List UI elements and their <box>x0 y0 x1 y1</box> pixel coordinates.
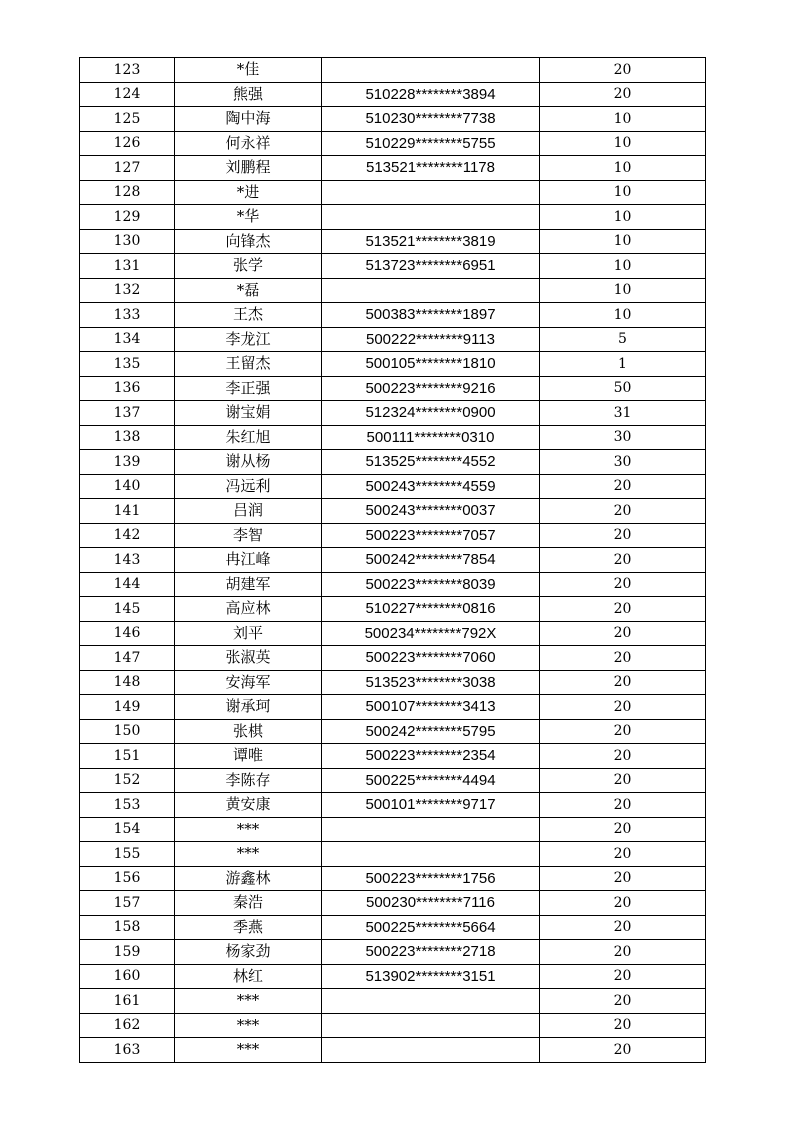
id-number-cell: 500111********0310 <box>322 425 540 450</box>
row-number-cell: 161 <box>80 989 175 1014</box>
amount-cell: 20 <box>540 670 706 695</box>
donor-name-cell: *** <box>175 1013 322 1038</box>
donor-name-cell: 张淑英 <box>175 646 322 671</box>
table-row <box>80 107 706 132</box>
id-number-cell <box>322 58 540 83</box>
id-number-cell: 512324********0900 <box>322 401 540 426</box>
id-number-cell: 510230********7738 <box>322 107 540 132</box>
table-row <box>80 989 706 1014</box>
row-number-cell: 139 <box>80 450 175 475</box>
donor-name-cell: *** <box>175 989 322 1014</box>
row-number-cell: 163 <box>80 1038 175 1063</box>
table-row <box>80 621 706 646</box>
donor-table-body <box>80 58 706 1063</box>
donor-name-cell: 陶中海 <box>175 107 322 132</box>
table-row <box>80 719 706 744</box>
donor-name-cell: 冯远利 <box>175 474 322 499</box>
row-number-cell: 123 <box>80 58 175 83</box>
id-number-cell <box>322 180 540 205</box>
row-number-cell: 137 <box>80 401 175 426</box>
row-number-cell: 135 <box>80 352 175 377</box>
id-number-cell <box>322 205 540 230</box>
id-number-cell: 513525********4552 <box>322 450 540 475</box>
amount-cell: 20 <box>540 548 706 573</box>
amount-cell: 20 <box>540 744 706 769</box>
amount-cell: 20 <box>540 474 706 499</box>
donor-name-cell: 李正强 <box>175 376 322 401</box>
table-row <box>80 450 706 475</box>
donor-name-cell: *进 <box>175 180 322 205</box>
id-number-cell: 513521********1178 <box>322 156 540 181</box>
row-number-cell: 143 <box>80 548 175 573</box>
donor-name-cell: 向锋杰 <box>175 229 322 254</box>
table-row <box>80 744 706 769</box>
donor-name-cell: *** <box>175 1038 322 1063</box>
donor-name-cell: 谭唯 <box>175 744 322 769</box>
amount-cell: 20 <box>540 989 706 1014</box>
amount-cell: 10 <box>540 180 706 205</box>
row-number-cell: 132 <box>80 278 175 303</box>
row-number-cell: 138 <box>80 425 175 450</box>
donor-table <box>79 57 706 1063</box>
table-row <box>80 205 706 230</box>
amount-cell: 20 <box>540 646 706 671</box>
row-number-cell: 136 <box>80 376 175 401</box>
table-row <box>80 548 706 573</box>
id-number-cell: 500223********2718 <box>322 940 540 965</box>
amount-cell: 31 <box>540 401 706 426</box>
row-number-cell: 148 <box>80 670 175 695</box>
donor-name-cell: *** <box>175 842 322 867</box>
donor-name-cell: 何永祥 <box>175 131 322 156</box>
amount-cell: 10 <box>540 107 706 132</box>
donor-name-cell: 熊强 <box>175 82 322 107</box>
id-number-cell: 513523********3038 <box>322 670 540 695</box>
row-number-cell: 142 <box>80 523 175 548</box>
amount-cell: 10 <box>540 278 706 303</box>
id-number-cell: 500234********792X <box>322 621 540 646</box>
table-row <box>80 425 706 450</box>
table-row <box>80 254 706 279</box>
amount-cell: 20 <box>540 597 706 622</box>
row-number-cell: 128 <box>80 180 175 205</box>
amount-cell: 20 <box>540 695 706 720</box>
id-number-cell: 500243********0037 <box>322 499 540 524</box>
amount-cell: 10 <box>540 303 706 328</box>
row-number-cell: 159 <box>80 940 175 965</box>
table-row <box>80 695 706 720</box>
id-number-cell <box>322 842 540 867</box>
id-number-cell: 500225********5664 <box>322 915 540 940</box>
row-number-cell: 158 <box>80 915 175 940</box>
row-number-cell: 151 <box>80 744 175 769</box>
id-number-cell: 500223********8039 <box>322 572 540 597</box>
amount-cell: 20 <box>540 842 706 867</box>
table-row <box>80 964 706 989</box>
table-row <box>80 1013 706 1038</box>
donor-name-cell: *** <box>175 817 322 842</box>
row-number-cell: 154 <box>80 817 175 842</box>
row-number-cell: 126 <box>80 131 175 156</box>
amount-cell: 5 <box>540 327 706 352</box>
donor-name-cell: *佳 <box>175 58 322 83</box>
donor-name-cell: 黄安康 <box>175 793 322 818</box>
table-row <box>80 523 706 548</box>
donor-name-cell: 游鑫林 <box>175 866 322 891</box>
row-number-cell: 134 <box>80 327 175 352</box>
donor-name-cell: *磊 <box>175 278 322 303</box>
donor-name-cell: 刘平 <box>175 621 322 646</box>
row-number-cell: 146 <box>80 621 175 646</box>
donor-name-cell: 朱红旭 <box>175 425 322 450</box>
amount-cell: 20 <box>540 793 706 818</box>
row-number-cell: 150 <box>80 719 175 744</box>
row-number-cell: 124 <box>80 82 175 107</box>
donor-name-cell: 张棋 <box>175 719 322 744</box>
donor-name-cell: 安海军 <box>175 670 322 695</box>
row-number-cell: 144 <box>80 572 175 597</box>
table-row <box>80 82 706 107</box>
table-row <box>80 229 706 254</box>
table-row <box>80 352 706 377</box>
id-number-cell: 500223********9216 <box>322 376 540 401</box>
amount-cell: 20 <box>540 817 706 842</box>
amount-cell: 20 <box>540 58 706 83</box>
id-number-cell: 500223********7060 <box>322 646 540 671</box>
table-row <box>80 278 706 303</box>
table-row <box>80 842 706 867</box>
row-number-cell: 153 <box>80 793 175 818</box>
donor-name-cell: 胡建军 <box>175 572 322 597</box>
table-row <box>80 940 706 965</box>
row-number-cell: 145 <box>80 597 175 622</box>
id-number-cell: 500105********1810 <box>322 352 540 377</box>
row-number-cell: 127 <box>80 156 175 181</box>
amount-cell: 20 <box>540 621 706 646</box>
id-number-cell: 500223********2354 <box>322 744 540 769</box>
row-number-cell: 130 <box>80 229 175 254</box>
row-number-cell: 157 <box>80 891 175 916</box>
table-row <box>80 768 706 793</box>
row-number-cell: 160 <box>80 964 175 989</box>
id-number-cell <box>322 817 540 842</box>
row-number-cell: 155 <box>80 842 175 867</box>
amount-cell: 20 <box>540 915 706 940</box>
donor-name-cell: 谢宝娟 <box>175 401 322 426</box>
amount-cell: 10 <box>540 205 706 230</box>
amount-cell: 10 <box>540 229 706 254</box>
donor-name-cell: 高应林 <box>175 597 322 622</box>
table-row <box>80 597 706 622</box>
table-row <box>80 646 706 671</box>
donor-name-cell: 刘鹏程 <box>175 156 322 181</box>
id-number-cell <box>322 278 540 303</box>
id-number-cell: 500383********1897 <box>322 303 540 328</box>
amount-cell: 20 <box>540 866 706 891</box>
amount-cell: 20 <box>540 768 706 793</box>
table-row <box>80 572 706 597</box>
amount-cell: 20 <box>540 82 706 107</box>
table-row <box>80 180 706 205</box>
row-number-cell: 125 <box>80 107 175 132</box>
id-number-cell: 500223********7057 <box>322 523 540 548</box>
donor-name-cell: 张学 <box>175 254 322 279</box>
id-number-cell <box>322 989 540 1014</box>
table-row <box>80 793 706 818</box>
id-number-cell: 513723********6951 <box>322 254 540 279</box>
id-number-cell: 513521********3819 <box>322 229 540 254</box>
id-number-cell: 500222********9113 <box>322 327 540 352</box>
table-row <box>80 499 706 524</box>
id-number-cell: 500230********7116 <box>322 891 540 916</box>
amount-cell: 30 <box>540 450 706 475</box>
amount-cell: 20 <box>540 940 706 965</box>
row-number-cell: 129 <box>80 205 175 230</box>
table-row <box>80 131 706 156</box>
id-number-cell: 510229********5755 <box>322 131 540 156</box>
id-number-cell: 513902********3151 <box>322 964 540 989</box>
donor-name-cell: 王留杰 <box>175 352 322 377</box>
amount-cell: 50 <box>540 376 706 401</box>
amount-cell: 20 <box>540 523 706 548</box>
amount-cell: 20 <box>540 891 706 916</box>
amount-cell: 1 <box>540 352 706 377</box>
donor-name-cell: 季燕 <box>175 915 322 940</box>
donor-name-cell: 冉江峰 <box>175 548 322 573</box>
donor-name-cell: 李智 <box>175 523 322 548</box>
table-row <box>80 915 706 940</box>
donor-name-cell: 秦浩 <box>175 891 322 916</box>
amount-cell: 10 <box>540 254 706 279</box>
amount-cell: 10 <box>540 156 706 181</box>
id-number-cell <box>322 1038 540 1063</box>
row-number-cell: 141 <box>80 499 175 524</box>
id-number-cell <box>322 1013 540 1038</box>
donor-name-cell: 谢承珂 <box>175 695 322 720</box>
id-number-cell: 500242********7854 <box>322 548 540 573</box>
table-row <box>80 817 706 842</box>
id-number-cell: 500242********5795 <box>322 719 540 744</box>
amount-cell: 20 <box>540 1013 706 1038</box>
donor-name-cell: 李龙江 <box>175 327 322 352</box>
table-row <box>80 58 706 83</box>
row-number-cell: 131 <box>80 254 175 279</box>
donor-name-cell: 林红 <box>175 964 322 989</box>
donor-name-cell: 谢从杨 <box>175 450 322 475</box>
table-row <box>80 303 706 328</box>
amount-cell: 20 <box>540 719 706 744</box>
id-number-cell: 500107********3413 <box>322 695 540 720</box>
row-number-cell: 149 <box>80 695 175 720</box>
id-number-cell: 500243********4559 <box>322 474 540 499</box>
table-row <box>80 891 706 916</box>
donor-name-cell: 杨家劲 <box>175 940 322 965</box>
table-row <box>80 156 706 181</box>
id-number-cell: 500223********1756 <box>322 866 540 891</box>
donor-name-cell: *华 <box>175 205 322 230</box>
id-number-cell: 510228********3894 <box>322 82 540 107</box>
row-number-cell: 152 <box>80 768 175 793</box>
amount-cell: 20 <box>540 1038 706 1063</box>
amount-cell: 20 <box>540 572 706 597</box>
table-row <box>80 670 706 695</box>
id-number-cell: 500225********4494 <box>322 768 540 793</box>
row-number-cell: 147 <box>80 646 175 671</box>
donor-name-cell: 王杰 <box>175 303 322 328</box>
table-row <box>80 401 706 426</box>
amount-cell: 10 <box>540 131 706 156</box>
table-row <box>80 327 706 352</box>
table-row <box>80 866 706 891</box>
table-row <box>80 474 706 499</box>
row-number-cell: 162 <box>80 1013 175 1038</box>
donor-name-cell: 吕润 <box>175 499 322 524</box>
table-row <box>80 1038 706 1063</box>
id-number-cell: 510227********0816 <box>322 597 540 622</box>
amount-cell: 20 <box>540 499 706 524</box>
row-number-cell: 140 <box>80 474 175 499</box>
table-row <box>80 376 706 401</box>
row-number-cell: 156 <box>80 866 175 891</box>
amount-cell: 30 <box>540 425 706 450</box>
amount-cell: 20 <box>540 964 706 989</box>
row-number-cell: 133 <box>80 303 175 328</box>
donor-name-cell: 李陈存 <box>175 768 322 793</box>
id-number-cell: 500101********9717 <box>322 793 540 818</box>
